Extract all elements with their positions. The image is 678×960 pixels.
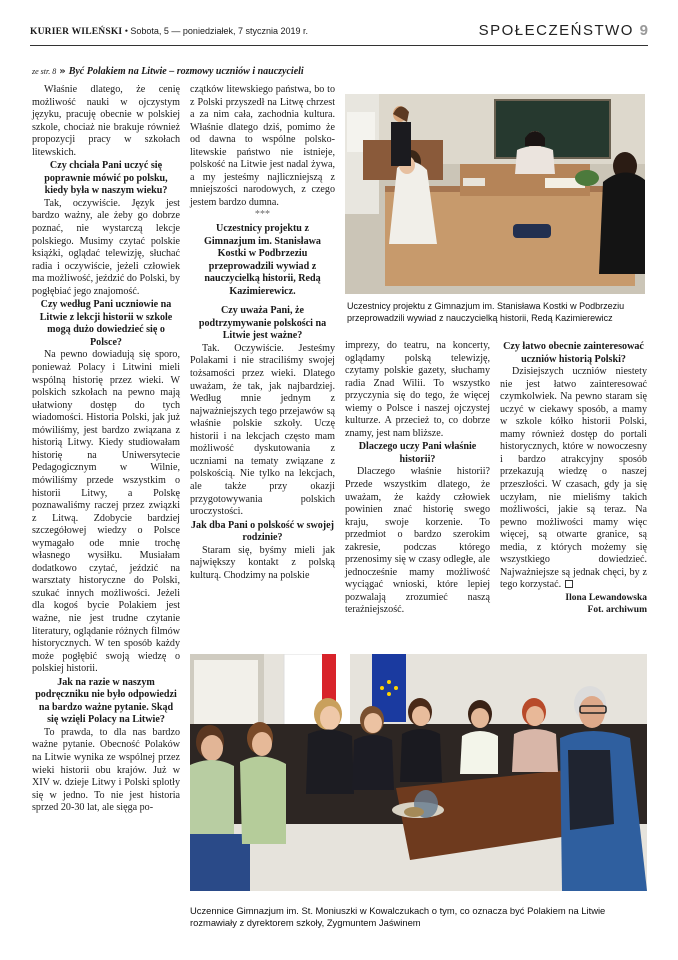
photo-credit: Fot. archiwum xyxy=(587,605,647,616)
interview-question: Dlaczego uczy Pani właśnie historii? xyxy=(358,441,477,465)
paragraph: Staram się, byśmy mieli jak największy kontakt z polską kulturą. Chodzimy na polskie xyxy=(190,544,335,581)
article-column-1 xyxy=(32,84,180,815)
interview-question: Czy chciała Pani uczyć się poprawnie mówić po polsku, kiedy była w naszym wieku? xyxy=(44,160,168,197)
article-title: Być Polakiem na Litwie – rozmowy uczniów i nauczycieli xyxy=(68,66,304,77)
continuation-line xyxy=(32,66,304,77)
newspaper-name: KURIER WILEŃSKI xyxy=(30,27,123,37)
interview-intro: Uczestnicy projektu z Gimnazjum im. Stanisława Kostki w Podbrzeziu przeprowadzili wywiad z nauczycielką historii, Redą Kazimierewicz. xyxy=(204,223,321,297)
paragraph xyxy=(500,366,647,592)
paragraph: imprezy, do teatru, na koncerty, oglądamy polską telewizję, czytamy polskie gazety, słuchamy radia Znad Wilii. To wszystko przyczynia się do tego, że więcej wiemy o Polsce i naszej ojczystej kulturze. A przecież to, co dobrze znamy, jest nam bliższe. xyxy=(345,340,490,439)
paragraph-text: Dzisiejszych uczniów niestety nie jest łatwo zainteresować czymkolwiek. Na pewno staram się uczyć w ciekawy sposób, a mamy w szkole kółko historii Polski, mamy również dostęp do portali historycznych, które w nowoczesny i bardzo atrakcyjny sposób przekazują wiedzę o naszej przeszłości. W czasach, gdy ja się uczyłam, nie mieliśmy takich możliwości, jakie są teraz. Na pewno możliwości mamy więc więcej, są otwarte granice, są media, z których możemy się wszystkiego dowiedzieć. Najważniejsze są jednak chęci, by z tego korzystać. xyxy=(500,366,647,591)
paragraph: Dlaczego właśnie historii? Przede wszystkim dlatego, że uważam, że każdy człowiek powinien znać historię swego kraju, swoje korzenie. To przedmiot o bardzo szerokim zakresie, podczas którego przenosimy się w czasy odległe, ale jednocześnie mamy możliwość wyciągać wnioski, które lepiej pozwalają zrozumieć naszą teraźniejszość. xyxy=(345,466,490,616)
paragraph: Tak, oczywiście. Język jest bardzo ważny, ale żeby go dobrze poznać, nie wystarczą lekcje polskiego. Musimy czytać polskie książki, oglądać telewizję, słuchać radia i oczywiście, jeżeli człowiek ma możliwość, jeździć do Polski, by pogłębiać jego znajomość. xyxy=(32,197,180,297)
bottom-photo-caption: Uczennice Gimnazjum im. St. Moniuszki w Kowalczukach o tym, co oznacza być Polakiem na Litwie rozmawiały z dyrektorem szkoły, Zygmuntem Jaświnem xyxy=(190,905,606,928)
interview-question: Czy według Pani uczniowie na Litwie z lekcji historii w szkole mogą dużo dowiedzieć się o Polsce? xyxy=(39,299,173,348)
section-label xyxy=(479,22,648,39)
top-photo-caption: Uczestnicy projektu z Gimnazjum im. Stanisława Kostki w Podbrzeziu przeprowadzili wywiad z nauczycielką historii, Redą Kazimierewicz xyxy=(347,301,625,323)
classroom-photo-image xyxy=(345,94,645,294)
masthead xyxy=(30,26,308,37)
article-column-3 xyxy=(345,340,490,617)
classroom-photo xyxy=(345,94,645,294)
paragraph: To prawda, to dla nas bardzo ważne pytanie. Obecność Polaków na Litwie wynika ze wspólnej przez wieki historii obu krajów. Już w XIV w. dzieje Litwy i Polski splotły się w jedno. To nie jest historia sprzed 20-30 lat, ale sięga po- xyxy=(32,726,180,814)
issue-date: Sobota, 5 — poniedziałek, 7 stycznia 2019 r. xyxy=(130,26,308,36)
continuation-ref: ze str. 8 xyxy=(32,67,57,76)
paragraph: Tak. Oczywiście. Jesteśmy Polakami i nie straciliśmy swojej tożsamości przez wieki. Dlatego uważam, że tak, jak najbardziej. Według mnie jednym z najważniejszych tego przejawów są właśnie polskie szkoły. Uczę historii i na lekcjach często mam możliwość dyskutowania z uczniami na tematy związane z polskością. Nie tylko na lekcjach, ale także przy okazji przygotowywania polskich uroczystości. xyxy=(190,342,335,518)
article-end-icon xyxy=(565,580,573,588)
section-name: SPOŁECZEŃSTWO xyxy=(478,22,634,39)
interview-question: Czy uważa Pani, że podtrzymywanie polskości na Litwie jest ważne? xyxy=(198,305,327,342)
interview-question: Czy łatwo obecnie zainteresować uczniów historią Polski? xyxy=(503,341,644,365)
page-number: 9 xyxy=(639,22,648,39)
header-bullet: • xyxy=(122,27,131,37)
paragraph: czątków litewskiego państwa, bo to z Polski przyszedł na Litwę chrzest a za nim cała, zachodnia kultura. Właśnie dlatego dziś, pomimo że od dawna to wspólne polsko-litewskie państwo nie istnieje, polskość na Litwie jest nadal żywa, a my jesteśmy najliczniejszą z mniejszości narodowych, z czego jestem bardzo dumna. xyxy=(190,84,335,208)
school-photo-image xyxy=(190,654,647,891)
paragraph: Na pewno dowiadują się sporo, ponieważ Polacy i Litwini mieli wspólną historię przez wieki. W polskich szkołach na pewno mają ułatwiony dostęp do tych wiadomości. Historia Polski, jak już mówiliśmy, jest bardzo związana z historią Litwy. Kiedy studiowałam historię na Uniwersytecie Pedagogicznym w Wilnie, mówiliśmy przede wszystkim o historii Litwy, a Polskę poznawaliśmy raczej przez związki z Litwą. Zdobycie bardziej szczegółowej wiedzy o Polsce wymagało ode mnie trochę własnego wysiłku. Musiałam dodatkowo czytać, jeździć na warsztaty historyczne do Polski, szukać innych możliwości. Jeżeli dla kogoś bycie Polakiem jest ważne, nie jest trudne czytanie literatury, oglądanie różnych filmów historycznych. W ten sposób każdy może pogłębić swoją wiedzę o polskiej historii. xyxy=(32,349,180,675)
paragraph: Właśnie dlatego, że cenię możliwość nauki w ojczystym języku, pracuję obecnie w polskiej szkole, chociaż nie brakuje również propozycji pracy w szkołach litewskich. xyxy=(32,84,180,158)
section-divider: *** xyxy=(254,209,271,221)
school-photo xyxy=(190,654,647,891)
article-column-4 xyxy=(500,340,647,617)
author-signature: Ilona Lewandowska xyxy=(565,592,647,603)
continuation-arrow-icon: » xyxy=(59,66,66,77)
page-header xyxy=(30,22,648,46)
interview-question: Jak dba Pani o polskość w swojej rodzinie? xyxy=(190,519,335,544)
article-column-2 xyxy=(190,84,335,582)
interview-question: Jak na razie w naszym podręczniku nie było odpowiedzi na bardzo ważne pytanie. Skąd się wzięli Polacy na Litwie? xyxy=(35,676,177,726)
